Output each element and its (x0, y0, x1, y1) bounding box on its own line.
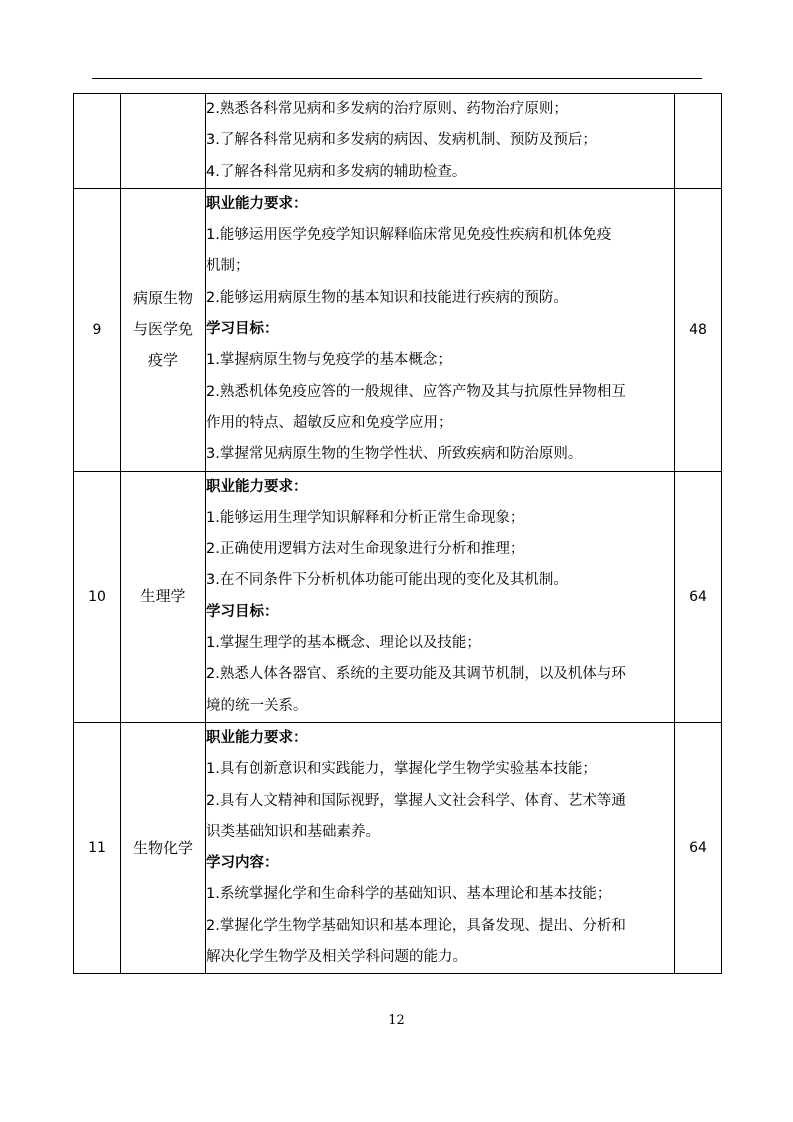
content-line: 3.在不同条件下分析机体功能可能出现的变化及其机制。 (206, 572, 568, 589)
course-number (74, 94, 121, 189)
content-line: 解决化学生物学及相关学科问题的能力。 (206, 949, 467, 966)
table-row (74, 471, 722, 722)
content-line: 作用的特点、超敏反应和免疫学应用； (206, 414, 453, 431)
course-table (73, 93, 722, 974)
course-name (121, 94, 206, 189)
course-hours: 64 (675, 471, 722, 722)
course-number: 9 (74, 188, 121, 471)
section-heading: 学习目标： (206, 321, 279, 338)
header-rule (92, 78, 702, 79)
content-line: 识类基础知识和基础素养。 (206, 823, 380, 840)
course-name: 生理学 (121, 471, 206, 722)
course-content (206, 188, 675, 471)
section-heading: 学习内容： (206, 855, 279, 872)
section-heading: 职业能力要求： (206, 478, 308, 495)
content-line: 机制； (206, 258, 250, 275)
content-line: 2.能够运用病原生物的基本知识和技能进行疾病的预防。 (206, 289, 568, 306)
section-heading: 职业能力要求： (206, 729, 308, 746)
content-line: 1.能够运用生理学知识解释和分析正常生命现象； (206, 509, 525, 526)
content-line: 1.掌握病原生物与免疫学的基本概念； (206, 352, 452, 369)
course-content (206, 94, 675, 189)
content-line: 1.掌握生理学的基本概念、理论以及技能； (206, 635, 481, 652)
course-hours (675, 94, 722, 189)
table-row (74, 188, 722, 471)
page-number: 12 (388, 1013, 405, 1028)
course-number: 10 (74, 471, 121, 722)
content-line: 2.具有人文精神和国际视野，掌握人文社会科学、体育、艺术等通 (206, 792, 626, 809)
content-line: 境的统一关系。 (206, 697, 308, 714)
content-line: 1.能够运用医学免疫学知识解释临床常见免疫性疾病和机体免疫 (206, 227, 612, 244)
course-number: 11 (74, 722, 121, 973)
content-line: 2.熟悉机体免疫应答的一般规律、应答产物及其与抗原性异物相互 (206, 383, 626, 400)
content-line: 1.具有创新意识和实践能力，掌握化学生物学实验基本技能； (206, 761, 597, 778)
section-heading: 职业能力要求： (206, 195, 308, 212)
content-line: 3.了解各科常见病和多发病的病因、发病机制、预防及预后； (206, 132, 597, 149)
table-row (74, 722, 722, 973)
course-hours: 48 (675, 188, 722, 471)
course-hours: 64 (675, 722, 722, 973)
course-content (206, 722, 675, 973)
table-row (74, 94, 722, 189)
content-line: 2.正确使用逻辑方法对生命现象进行分析和推理； (206, 541, 525, 558)
content-line: 2.熟悉各科常见病和多发病的治疗原则、药物治疗原则； (206, 101, 568, 117)
course-name: 病原生物 与医学免 疫学 (121, 188, 206, 471)
section-heading: 学习目标： (206, 603, 279, 620)
content-line: 2.熟悉人体各器官、系统的主要功能及其调节机制，以及机体与环 (206, 666, 626, 683)
content-line: 2.掌握化学生物学基础知识和基本理论，具备发现、提出、分析和 (206, 917, 626, 934)
content-line: 4.了解各科常见病和多发病的辅助检查。 (206, 163, 467, 180)
content-line: 3.掌握常见病原生物的生物学性状、所致疾病和防治原则。 (206, 446, 583, 463)
course-content (206, 471, 675, 722)
course-name: 生物化学 (121, 722, 206, 973)
content-line: 1.系统掌握化学和生命科学的基础知识、基本理论和基本技能； (206, 886, 612, 903)
